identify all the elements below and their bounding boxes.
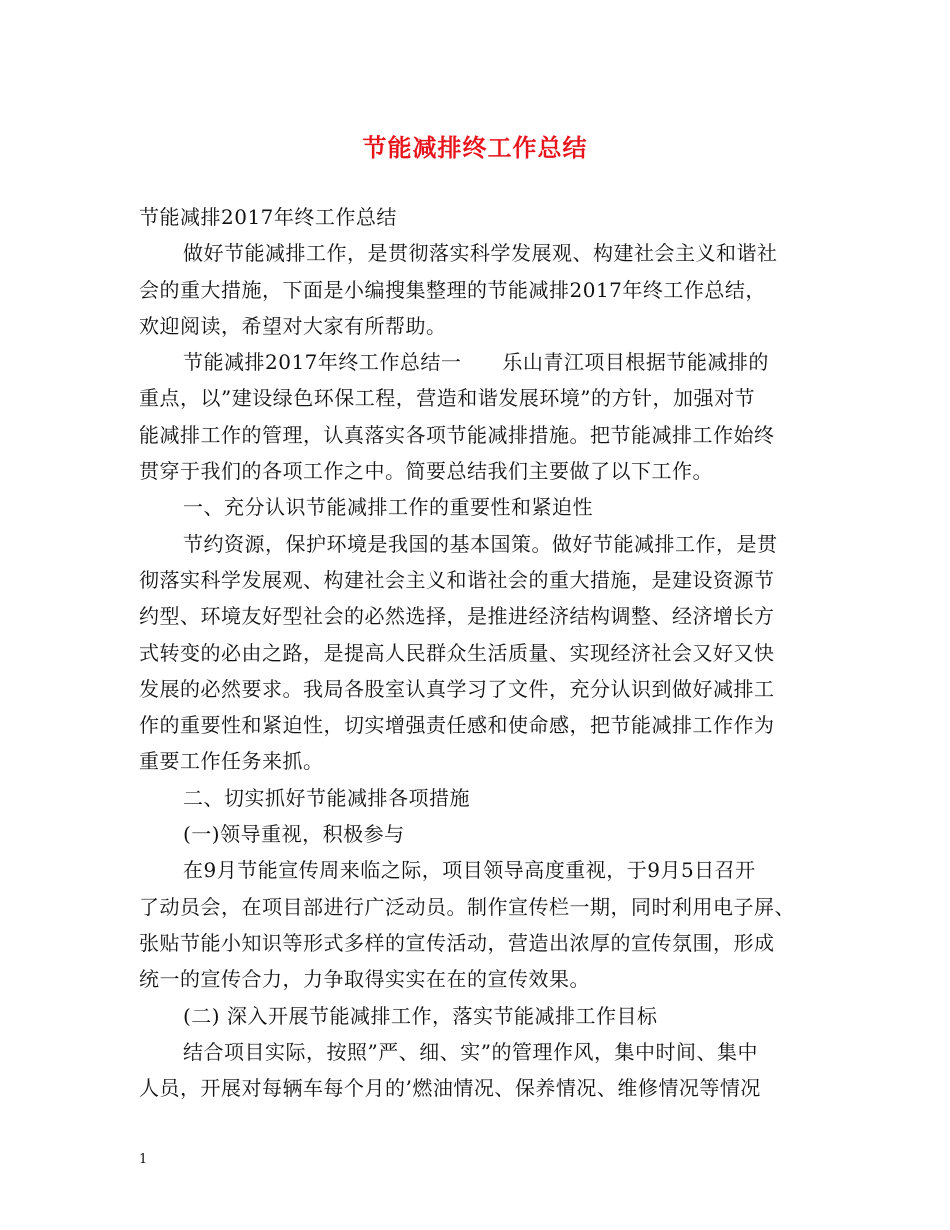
- text-line: 能减排工作的管理，认真落实各项节能减排措施。把节能减排工作始终: [139, 422, 775, 447]
- text-line: 人员，开展对每辆车每个月的’燃油情况、保养情况、维修情况等情况: [139, 1076, 761, 1101]
- document-title: 节能减排终工作总结: [362, 133, 588, 162]
- text-line: 节能减排2017年终工作总结一 乐山青江项目根据节能减排的: [183, 350, 769, 375]
- text-line: 二、切实抓好节能减排各项措施: [183, 785, 470, 810]
- text-line: (一)领导重视，积极参与: [183, 822, 405, 847]
- text-line: 式转变的必由之路，是提高人民群众生活质量、实现经济社会又好又快: [139, 640, 775, 665]
- text-line: 在9月节能宣传周来临之际，项目领导高度重视，于9月5日召开: [183, 858, 756, 883]
- document-body: [139, 199, 829, 1106]
- text-line: 结合项目实际，按照”严、细、实”的管理作风，集中时间、集中: [183, 1039, 758, 1064]
- text-line: 重要工作任务来抓。: [139, 749, 324, 774]
- text-line: 节约资源，保护环境是我国的基本国策。做好节能减排工作，是贯: [183, 531, 778, 556]
- text-line: 统一的宣传合力，力争取得实实在在的宣传效果。: [139, 967, 590, 992]
- text-line: 约型、环境友好型社会的必然选择，是推进经济结构调整、经济增长方: [139, 604, 775, 629]
- text-line: 贯穿于我们的各项工作之中。简要总结我们主要做了以下工作。: [139, 459, 713, 484]
- text-line: 一、充分认识节能减排工作的重要性和紧迫性: [183, 495, 593, 520]
- text-line: 作的重要性和紧迫性，切实增强责任感和使命感，把节能减排工作作为: [139, 713, 775, 738]
- text-line: 彻落实科学发展观、构建社会主义和谐社会的重大措施，是建设资源节: [139, 567, 775, 592]
- text-line: 会的重大措施，下面是小编搜集整理的节能减排2017年终工作总结，: [139, 277, 766, 302]
- text-line: 发展的必然要求。我局各股室认真学习了文件，充分认识到做好减排工: [139, 676, 775, 701]
- text-line: 欢迎阅读，希望对大家有所帮助。: [139, 313, 447, 338]
- text-line: 张贴节能小知识等形式多样的宣传活动，营造出浓厚的宣传氛围，形成: [139, 930, 775, 955]
- page-number: 1: [139, 1152, 148, 1167]
- text-line: (二) 深入开展节能减排工作，落实节能减排工作目标: [183, 1003, 658, 1028]
- text-line: 做好节能减排工作，是贯彻落实科学发展观、构建社会主义和谐社: [183, 241, 778, 266]
- text-line: 节能减排2017年终工作总结: [139, 205, 397, 229]
- text-line: 了动员会，在项目部进行广泛动员。制作宣传栏一期，同时利用电子屏、: [139, 894, 795, 919]
- text-line: 重点，以”建设绿色环保工程，营造和谐发展环境”的方针，加强对节: [139, 386, 755, 411]
